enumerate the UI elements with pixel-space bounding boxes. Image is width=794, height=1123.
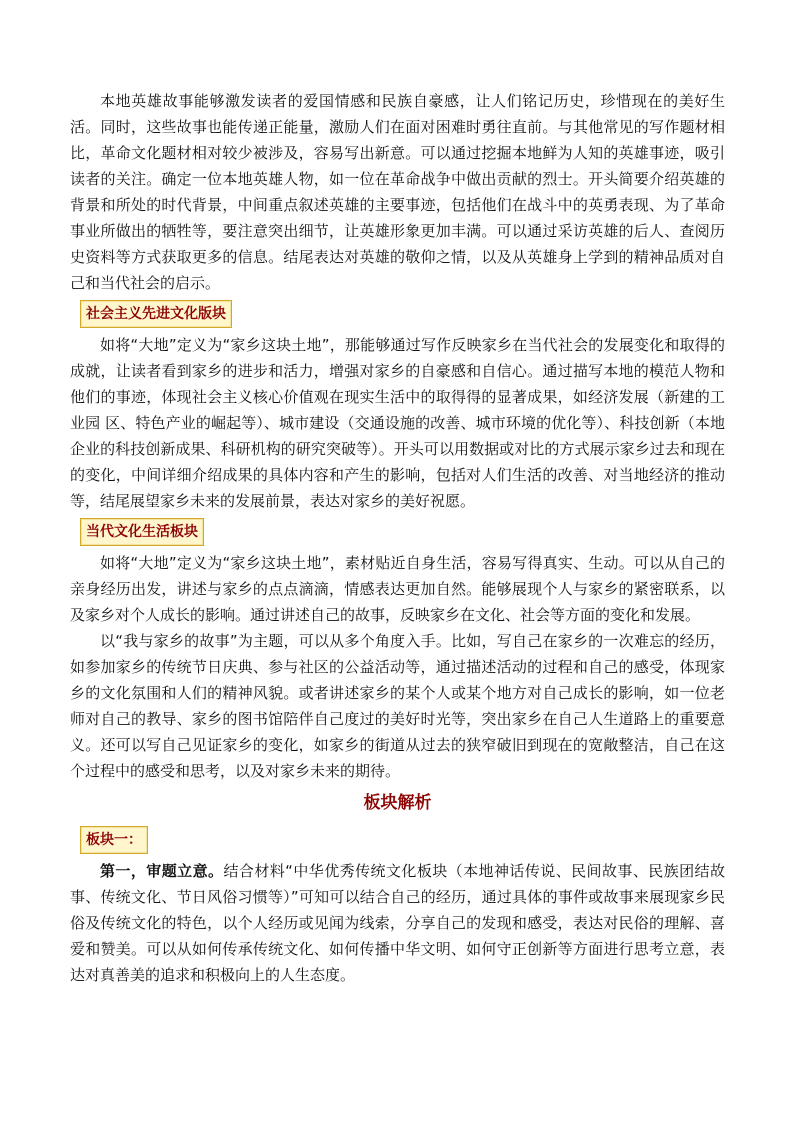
section-tag-contemporary-life: 当代文化生活板块 [80, 518, 204, 546]
section-tag-block-one: 板块一： [80, 826, 148, 854]
paragraph-socialist-culture: 如将“大地”定义为“家乡这块土地”，那能够通过写作反映家乡在当代社会的发展变化和取得的成就，让读者看到家乡的进步和活力，增强对家乡的自豪感和自信心。通过描写本地的模范人物和他们的事迹，体现社会主义核心价值观在现实生活中的取得得的显著成果，如经济发展（新建的工业园 区、特色产业的崛起等）、城市建设（交通设施的改善、城市环境的优化等）、科技创新（本地企业的科技创新成果、科研机构的研究突破等）。开头可以用数据或对比的方式展示家乡过去和现在的变化，中间详细介绍成果的具体内容和产生的影响，包括对人们生活的改善、对当地经济的推动等，结尾展望家乡未来的发展前景，表达对家乡的美好祝愿。 [70, 336, 725, 510]
paragraph-body: 结合材料“中华优秀传统文化板块（本地神话传说、民间故事、民族团结故事、传统文化、节日风俗习惯等）”可知可以结合自己的经历，通过具体的事件或故事来展现家乡民俗及传统文化的特色，以个人经历或见闻为线索，分享自己的发现和感受，表达对民俗的理解、喜爱和赞美。可以从如何传承传统文化、如何传播中华文明、如何守正创新等方面进行思考立意，表达对真善美的追求和积极向上的人生态度。 [70, 862, 725, 984]
paragraph-hometown-story: 以“我与家乡的故事”为主题，可以从多个角度入手。比如，写自己在家乡的一次难忘的经历，如参加家乡的传统节日庆典、参与社区的公益活动等，通过描述活动的过程和自己的感受，体现家乡的文化氛围和人们的精神风貌。或者讲述家乡的某个人或某个地方对自己成长的影响，如一位老师对自己的教导、家乡的图书馆陪伴自己度过的美好时光等，突出家乡在自己人生道路上的重要意义。还可以写自己见证家乡的变化，如家乡的街道从过去的狭窄破旧到现在的宽敞整洁，自己在这个过程中的感受和思考，以及对家乡未来的期待。 [70, 632, 725, 780]
paragraph-lead: 第一，审题立意。 [100, 862, 224, 880]
section-heading: 板块解析 [363, 793, 432, 813]
paragraph-contemporary-life: 如将“大地”定义为“家乡这块土地”，素材贴近自身生活，容易写得真实、生动。可以从自己的亲身经历出发，讲述与家乡的点点滴滴，情感表达更加自然。能够展现个人与家乡的紧密联系，以及家乡对个人成长的影响。通过讲述自己的故事，反映家乡在文化、社会等方面的变化和发展。 [70, 554, 725, 624]
section-tag-socialist-culture: 社会主义先进文化版块 [80, 300, 232, 328]
document-page [70, 88, 725, 988]
paragraph-topic-analysis [70, 858, 725, 988]
paragraph-hero-stories: 本地英雄故事能够激发读者的爱国情感和民族自豪感，让人们铭记历史，珍惜现在的美好生活。同时，这些故事也能传递正能量，激励人们在面对困难时勇往直前。与其他常见的写作题材相比，革命文化题材相对较少被涉及，容易写出新意。可以通过挖掘本地鲜为人知的英雄事迹，吸引读者的关注。确定一位本地英雄人物，如一位在革命战争中做出贡献的烈士。开头简要介绍英雄的背景和所处的时代背景，中间重点叙述英雄的主要事迹，包括他们在战斗中的英勇表现、为了革命事业所做出的牺牲等，要注意突出细节，让英雄形象更加丰满。可以通过采访英雄的后人、查阅历史资料等方式获取更多的信息。结尾表达对英雄的敬仰之情，以及从英雄身上学到的精神品质对自己和当代社会的启示。 [70, 92, 725, 292]
